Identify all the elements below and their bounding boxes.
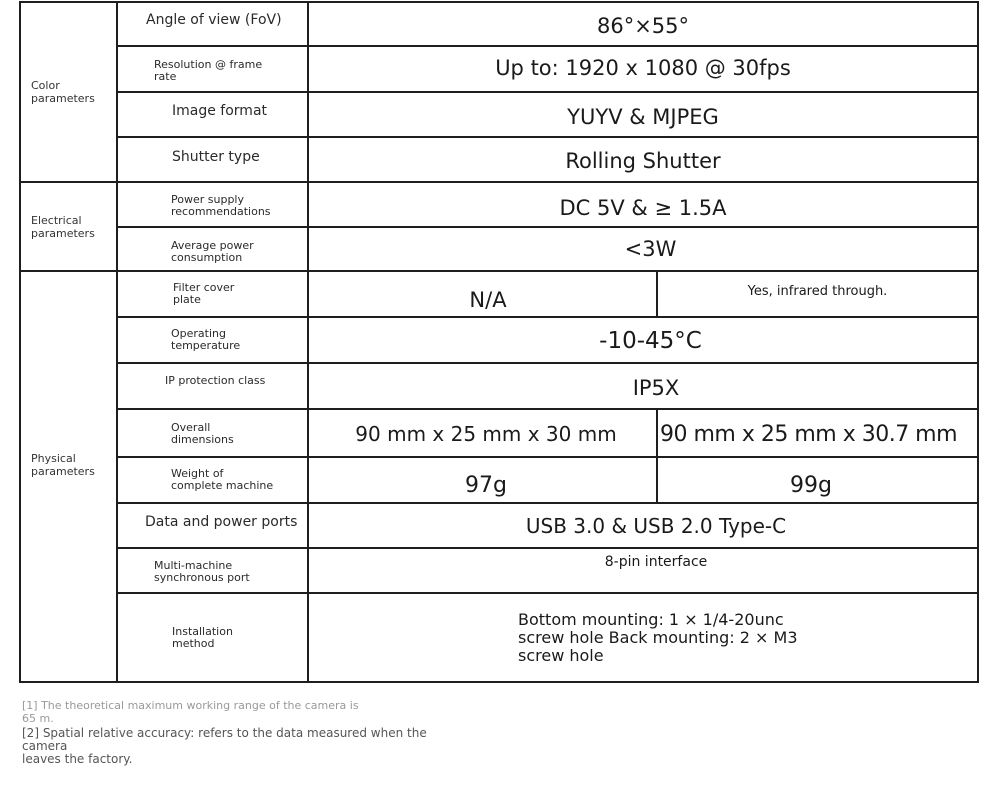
group-divider xyxy=(19,181,979,183)
label-sync-port: Multi-machine synchronous port xyxy=(154,559,250,584)
value-weight-b: 99g xyxy=(790,473,832,498)
value-ports: USB 3.0 & USB 2.0 Type-C xyxy=(525,514,787,538)
value-ip-class: IP5X xyxy=(632,376,680,400)
column-divider-group xyxy=(116,1,118,683)
group-divider xyxy=(19,270,979,272)
value-sync-port: 8-pin interface xyxy=(604,554,708,570)
row-divider xyxy=(116,91,979,93)
value-resolution: Up to: 1920 x 1080 @ 30fps xyxy=(495,56,791,80)
row-divider xyxy=(116,226,979,228)
row-divider xyxy=(116,592,979,594)
group-label-physical: Physical parameters xyxy=(31,452,95,478)
value-installation: Bottom mounting: 1 × 1/4-20unc screw hole Back mounting: 2 × M3 screw hole xyxy=(518,610,798,665)
row-divider xyxy=(116,502,979,504)
footnote-1: [1] The theoretical maximum working range of the camera is 65 m. xyxy=(22,699,359,725)
row-divider xyxy=(116,362,979,364)
label-ip-class: IP protection class xyxy=(165,374,266,387)
label-shutter-type: Shutter type xyxy=(172,149,260,165)
label-fov: Angle of view (FoV) xyxy=(146,12,282,28)
value-average-power: <3W xyxy=(624,237,677,261)
label-operating-temp: Operating temperature xyxy=(171,327,241,352)
label-weight: Weight of complete machine xyxy=(171,467,274,492)
value-dimensions-b: 90 mm x 25 mm x 30.7 mm xyxy=(660,422,958,447)
table-border-bottom xyxy=(19,681,979,683)
group-label-electrical: Electrical parameters xyxy=(31,213,95,240)
table-border-top xyxy=(19,1,979,3)
row-divider xyxy=(116,45,979,47)
label-ports: Data and power ports xyxy=(145,514,298,530)
footnote-2: [2] Spatial relative accuracy: refers to the data measured when the camera leaves the factory. xyxy=(22,726,427,766)
group-label-color: Color parameters xyxy=(31,79,95,105)
footnotes xyxy=(22,699,462,766)
row-divider xyxy=(116,408,979,410)
label-dimensions: Overall dimensions xyxy=(171,421,234,446)
row-divider xyxy=(116,456,979,458)
label-resolution: Resolution @ frame rate xyxy=(154,58,263,83)
value-filter-a: N/A xyxy=(469,288,507,312)
value-image-format: YUYV & MJPEG xyxy=(567,105,719,129)
row-divider xyxy=(116,316,979,318)
label-filter-plate: Filter cover plate xyxy=(173,281,235,306)
value-fov: 86°×55° xyxy=(596,14,690,38)
label-installation: Installation method xyxy=(172,625,233,650)
row-divider xyxy=(116,547,979,549)
value-dimensions-a: 90 mm x 25 mm x 30 mm xyxy=(355,422,617,446)
value-weight-a: 97g xyxy=(465,473,507,498)
value-power-supply: DC 5V & ≥ 1.5A xyxy=(559,196,727,220)
value-shutter-type: Rolling Shutter xyxy=(565,149,721,173)
label-average-power: Average power consumption xyxy=(171,239,254,264)
row-divider xyxy=(116,136,979,138)
value-filter-b: Yes, infrared through. xyxy=(747,284,888,299)
label-image-format: Image format xyxy=(172,103,268,119)
value-operating-temp: -10-45°C xyxy=(599,328,702,354)
label-power-supply: Power supply recommendations xyxy=(171,193,271,218)
